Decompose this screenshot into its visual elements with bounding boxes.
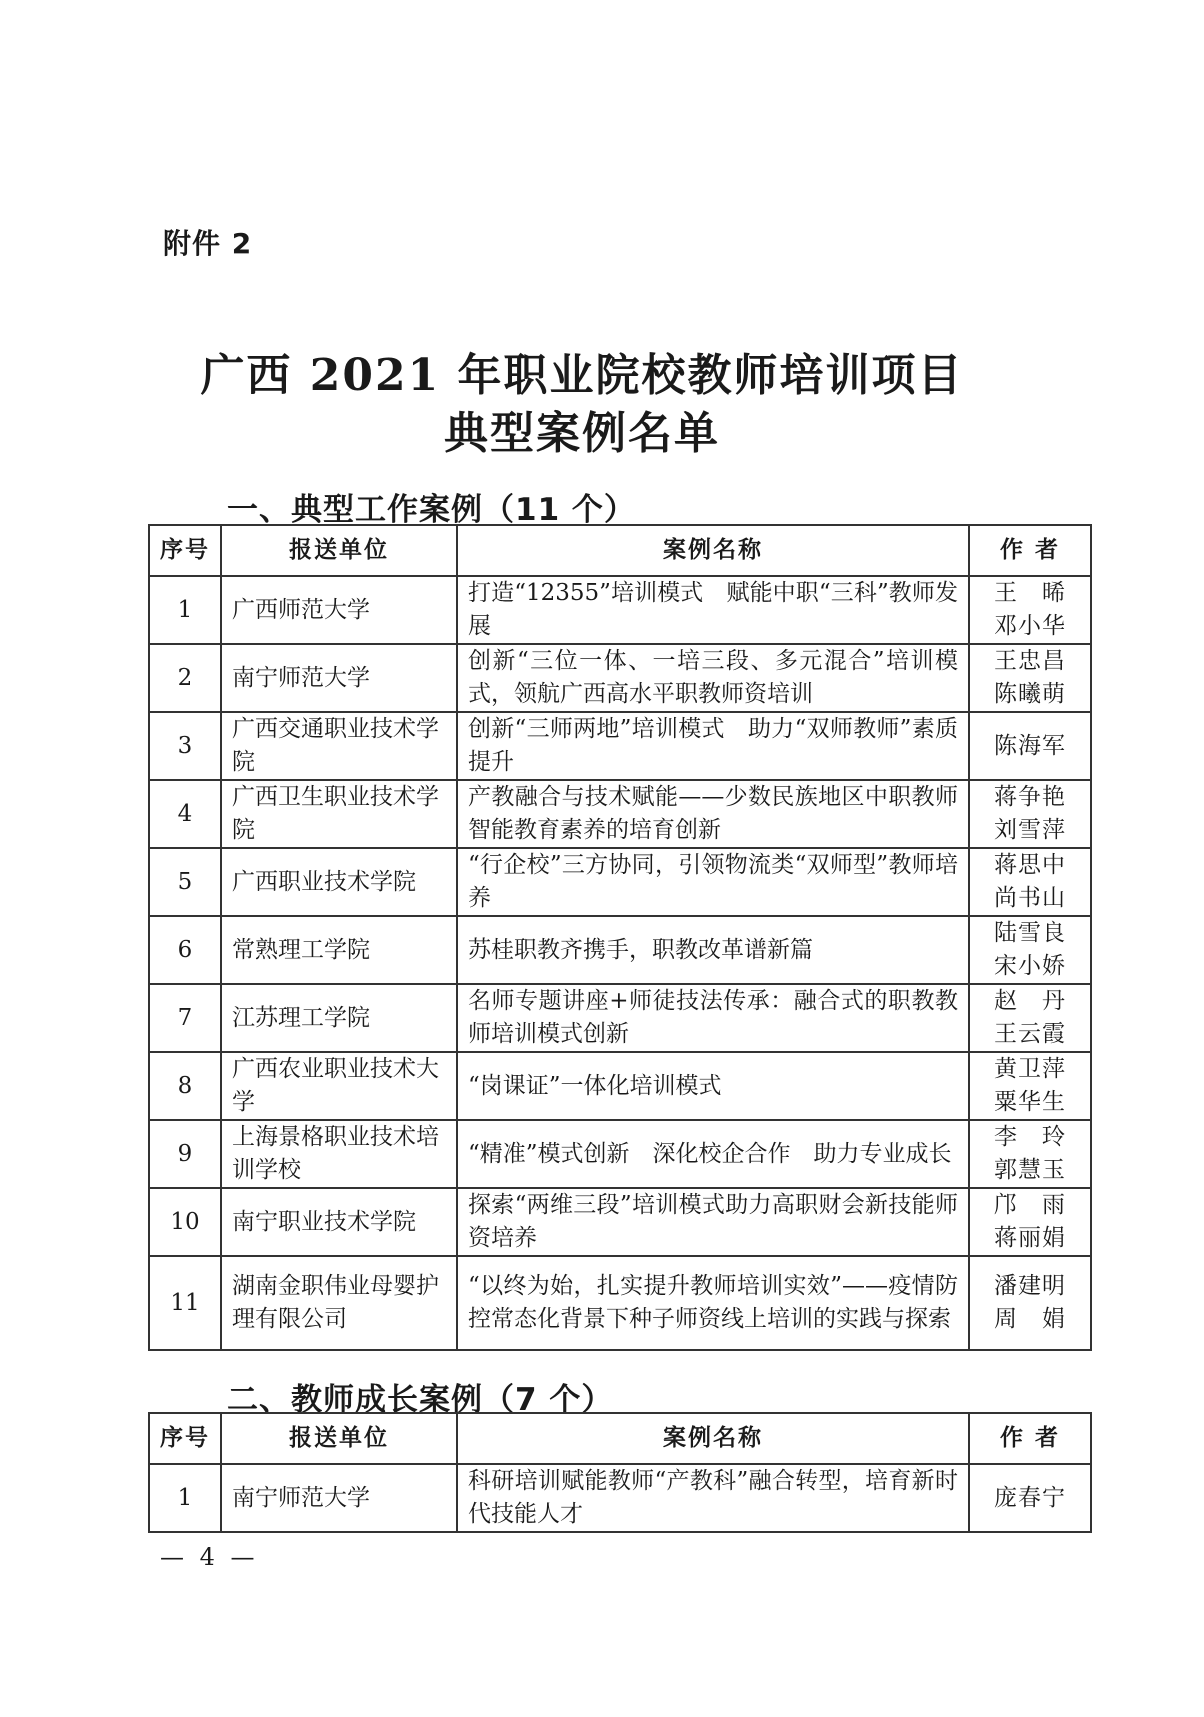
author-cell (969, 780, 1091, 848)
case-name: 名师专题讲座+师徒技法传承：融合式的职教教师培训模式创新 (457, 984, 969, 1052)
document-title-line1: 广西 2021 年职业院校教师培训项目 (200, 350, 964, 401)
case-name: “以终为始，扎实提升教师培训实效”——疫情防控常态化背景下种子师资线上培训的实践与探索 (457, 1256, 969, 1350)
row-number: 8 (149, 1052, 221, 1120)
case-name: 创新“三位一体、一培三段、多元混合”培训模式，领航广西高水平职教师资培训 (457, 644, 969, 712)
case-name: 科研培训赋能教师“产教科”融合转型，培育新时代技能人才 (457, 1464, 969, 1532)
table-row (149, 644, 1091, 712)
row-number: 4 (149, 780, 221, 848)
section-heading-work-cases: 一、典型工作案例（11 个） (227, 492, 636, 528)
table-row (149, 576, 1091, 644)
author-name: 刘雪萍 (994, 817, 1066, 843)
author-name: 王云霞 (994, 1021, 1066, 1047)
author-cell (969, 916, 1091, 984)
table-row (149, 1052, 1091, 1120)
submitting-unit: 南宁师范大学 (221, 1464, 457, 1532)
column-header-author: 作 者 (969, 1413, 1091, 1464)
case-name: “岗课证”一体化培训模式 (457, 1052, 969, 1120)
author-cell (969, 1188, 1091, 1256)
author-cell (969, 984, 1091, 1052)
author-name: 郭慧玉 (994, 1157, 1066, 1183)
row-number: 5 (149, 848, 221, 916)
case-name: “精准”模式创新 深化校企合作 助力专业成长 (457, 1120, 969, 1188)
author-cell (969, 1120, 1091, 1188)
row-number: 2 (149, 644, 221, 712)
table-row (149, 780, 1091, 848)
submitting-unit: 南宁职业技术学院 (221, 1188, 457, 1256)
case-name: 打造“12355”培训模式 赋能中职“三科”教师发展 (457, 576, 969, 644)
attachment-label: 附件 2 (163, 227, 253, 260)
author-cell (969, 1464, 1091, 1532)
table-header-row (149, 525, 1091, 576)
table-row (149, 984, 1091, 1052)
author-cell (969, 1052, 1091, 1120)
author-name: 蒋争艳 (994, 784, 1066, 810)
column-header-author: 作 者 (969, 525, 1091, 576)
author-name: 宋小娇 (994, 953, 1066, 979)
table-row (149, 1464, 1091, 1532)
column-header-no: 序号 (149, 525, 221, 576)
table-row (149, 1188, 1091, 1256)
author-name: 庞春宁 (994, 1484, 1066, 1511)
table-row (149, 1120, 1091, 1188)
row-number: 6 (149, 916, 221, 984)
author-cell (969, 644, 1091, 712)
author-name: 粟华生 (994, 1089, 1066, 1115)
work-cases-table (148, 524, 1092, 1351)
submitting-unit: 广西师范大学 (221, 576, 457, 644)
author-name: 周 娟 (994, 1306, 1066, 1332)
case-name: 创新“三师两地”培训模式 助力“双师教师”素质提升 (457, 712, 969, 780)
table-header-row (149, 1413, 1091, 1464)
submitting-unit: 江苏理工学院 (221, 984, 457, 1052)
row-number: 11 (149, 1256, 221, 1350)
teacher-growth-table (148, 1412, 1092, 1533)
author-name: 李 玲 (994, 1124, 1066, 1150)
row-number: 3 (149, 712, 221, 780)
submitting-unit: 广西农业职业技术大学 (221, 1052, 457, 1120)
author-cell (969, 848, 1091, 916)
submitting-unit: 广西交通职业技术学院 (221, 712, 457, 780)
submitting-unit: 上海景格职业技术培训学校 (221, 1120, 457, 1188)
author-name: 潘建明 (994, 1273, 1066, 1299)
table-row (149, 848, 1091, 916)
author-name: 陈曦萌 (994, 681, 1066, 707)
column-header-no: 序号 (149, 1413, 221, 1464)
column-header-case: 案例名称 (457, 1413, 969, 1464)
author-name: 王 晞 (994, 580, 1066, 606)
author-cell (969, 1256, 1091, 1350)
author-name: 蒋思中 (994, 852, 1066, 878)
page-number: — 4 — (160, 1543, 259, 1571)
column-header-unit: 报送单位 (221, 525, 457, 576)
author-name: 赵 丹 (994, 988, 1066, 1014)
table-row (149, 1256, 1091, 1350)
submitting-unit: 广西职业技术学院 (221, 848, 457, 916)
author-name: 蒋丽娟 (994, 1225, 1066, 1251)
table-row (149, 712, 1091, 780)
column-header-case: 案例名称 (457, 525, 969, 576)
author-name: 邓小华 (994, 613, 1066, 639)
author-cell (969, 576, 1091, 644)
submitting-unit: 湖南金职伟业母婴护理有限公司 (221, 1256, 457, 1350)
row-number: 1 (149, 1464, 221, 1532)
case-name: “行企校”三方协同，引领物流类“双师型”教师培养 (457, 848, 969, 916)
table-row (149, 916, 1091, 984)
row-number: 10 (149, 1188, 221, 1256)
row-number: 9 (149, 1120, 221, 1188)
author-name: 陈海军 (994, 732, 1066, 759)
author-name: 陆雪良 (994, 920, 1066, 946)
author-name: 尚书山 (994, 885, 1066, 911)
author-name: 邝 雨 (994, 1192, 1066, 1218)
document-title-line2: 典型案例名单 (444, 408, 720, 459)
case-name: 产教融合与技术赋能——少数民族地区中职教师智能教育素养的培育创新 (457, 780, 969, 848)
column-header-unit: 报送单位 (221, 1413, 457, 1464)
case-name: 探索“两维三段”培训模式助力高职财会新技能师资培养 (457, 1188, 969, 1256)
case-name: 苏桂职教齐携手，职教改革谱新篇 (457, 916, 969, 984)
author-name: 王忠昌 (994, 648, 1066, 674)
author-name: 黄卫萍 (994, 1056, 1066, 1082)
submitting-unit: 南宁师范大学 (221, 644, 457, 712)
author-cell (969, 712, 1091, 780)
submitting-unit: 广西卫生职业技术学院 (221, 780, 457, 848)
row-number: 1 (149, 576, 221, 644)
section-heading-teacher-growth: 二、教师成长案例（7 个） (227, 1382, 614, 1418)
submitting-unit: 常熟理工学院 (221, 916, 457, 984)
row-number: 7 (149, 984, 221, 1052)
